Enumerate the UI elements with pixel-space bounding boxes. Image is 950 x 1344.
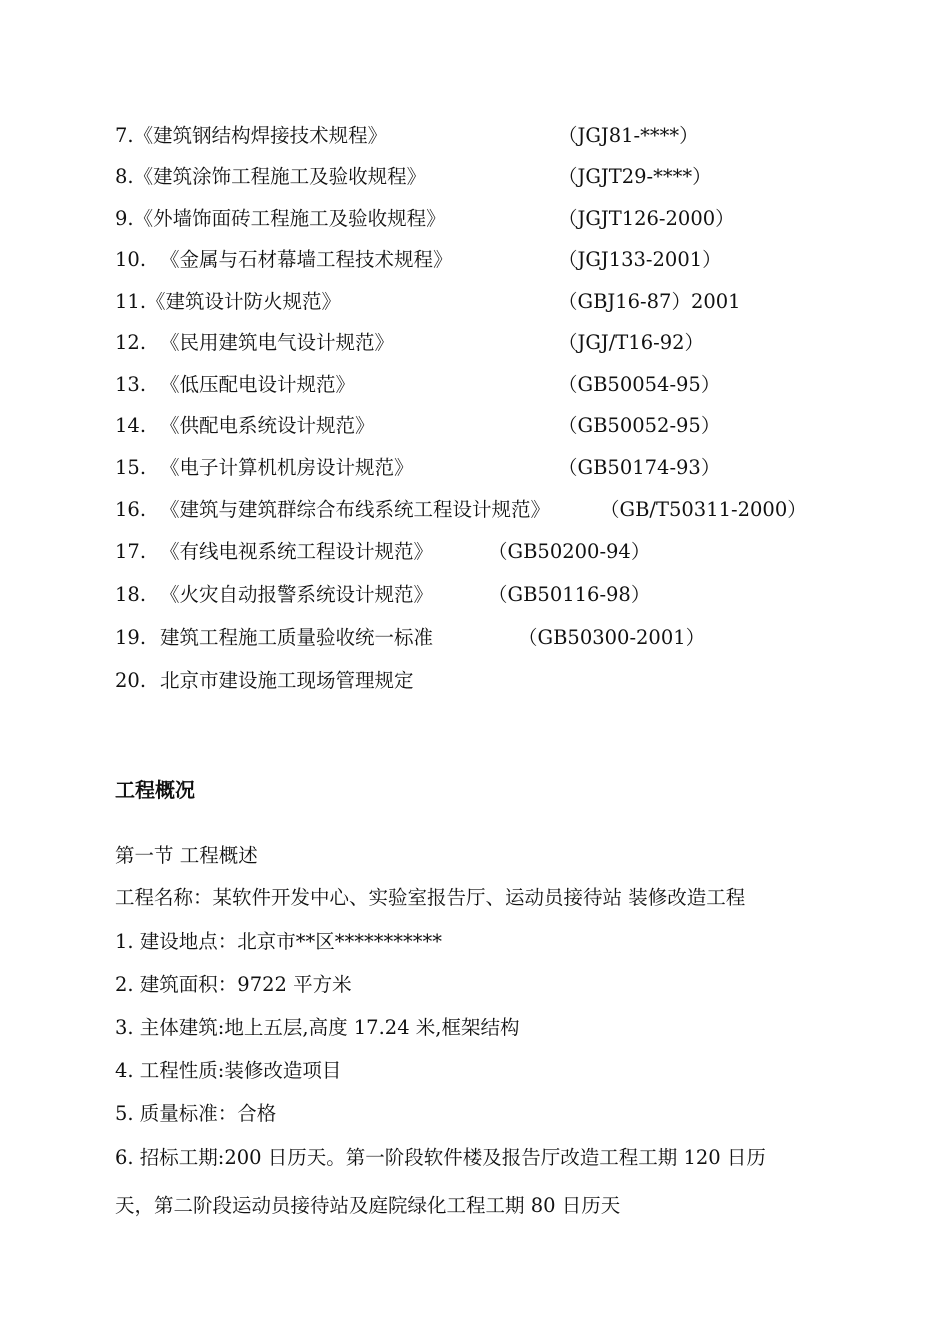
item-number: 8. [115, 165, 134, 188]
reference-item [115, 624, 706, 652]
item-code: （GB50054-95） [558, 373, 721, 396]
item-number: 9. [115, 207, 134, 230]
reference-item [115, 581, 651, 609]
reference-item [115, 538, 651, 566]
item-code: （JGJ81-****） [558, 124, 699, 147]
item-title: 《建筑钢结构焊接技术规程》 [133, 124, 388, 147]
reference-item [115, 329, 705, 357]
item-code: （JGJT29-****） [558, 165, 712, 188]
item-number: 16. [115, 498, 147, 521]
item-title: 《供配电系统设计规范》 [160, 414, 375, 437]
item-code: （GB50174-93） [558, 456, 721, 479]
item-number: 10. [115, 248, 147, 271]
item-title: 《建筑设计防火规范》 [146, 290, 342, 313]
item-title: 《外墙饰面砖工程施工及验收规程》 [133, 207, 446, 230]
item-code: （GB50116-98） [488, 583, 651, 606]
item-code: （GB50200-94） [488, 540, 651, 563]
item-title: 《有线电视系统工程设计规范》 [160, 540, 434, 563]
subsection-title: 第一节 工程概述 [115, 844, 258, 867]
project-name: 工程名称：某软件开发中心、实验室报告厅、运动员接待站 装修改造工程 [115, 886, 746, 909]
item-title: 《民用建筑电气设计规范》 [160, 331, 395, 354]
overview-item: 4. 工程性质:装修改造项目 [115, 1059, 342, 1082]
item-code: （GBJ16-87）2001 [558, 290, 741, 313]
reference-item [115, 163, 712, 191]
item-title: 《电子计算机机房设计规范》 [160, 456, 414, 479]
overview-item: 1. 建设地点：北京市**区*********** [115, 930, 443, 953]
item-number: 14. [115, 414, 147, 437]
reference-item [115, 667, 414, 695]
reference-item [115, 122, 699, 150]
item-number: 19. [115, 626, 147, 649]
item-code: （JGJT126-2000） [558, 207, 735, 230]
item-title: 《建筑与建筑群综合布线系统工程设计规范》 [160, 498, 551, 521]
reference-item [115, 246, 722, 274]
item-number: 20. [115, 669, 147, 692]
reference-item [115, 412, 721, 440]
item-title: 建筑工程施工质量验收统一标准 [160, 626, 434, 649]
item-number: 18. [115, 583, 147, 606]
overview-item: 6. 招标工期:200 日历天。第一阶段软件楼及报告厅改造工程工期 120 日历 [115, 1146, 766, 1169]
section-heading: 工程概况 [115, 778, 195, 802]
reference-item [115, 454, 721, 482]
item-title: 《建筑涂饰工程施工及验收规程》 [133, 165, 427, 188]
reference-item [115, 205, 735, 233]
item-title: 北京市建设施工现场管理规定 [160, 669, 414, 692]
overview-item: 2. 建筑面积：9722 平方米 [115, 973, 352, 996]
item-number: 12. [115, 331, 147, 354]
item-number: 11. [115, 290, 147, 313]
item-code: （GB50052-95） [558, 414, 721, 437]
reference-item [115, 288, 741, 316]
reference-item [115, 371, 721, 399]
item-title: 《金属与石材幕墙工程技术规程》 [160, 248, 453, 271]
item-number: 17. [115, 540, 147, 563]
item-code: （GB50300-2001） [518, 626, 706, 649]
item-number: 15. [115, 456, 147, 479]
overview-item: 3. 主体建筑:地上五层,高度 17.24 米,框架结构 [115, 1016, 520, 1039]
item-title: 《低压配电设计规范》 [160, 373, 356, 396]
overview-continuation: 天，第二阶段运动员接待站及庭院绿化工程工期 80 日历天 [115, 1194, 621, 1217]
overview-item: 5. 质量标准：合格 [115, 1102, 277, 1125]
item-number: 7. [115, 124, 134, 147]
item-number: 13. [115, 373, 147, 396]
item-code: （JGJ133-2001） [558, 248, 722, 271]
item-code: （GB/T50311-2000） [600, 498, 807, 521]
item-title: 《火灾自动报警系统设计规范》 [160, 583, 434, 606]
item-code: （JGJ/T16-92） [558, 331, 705, 354]
reference-item [115, 496, 807, 524]
